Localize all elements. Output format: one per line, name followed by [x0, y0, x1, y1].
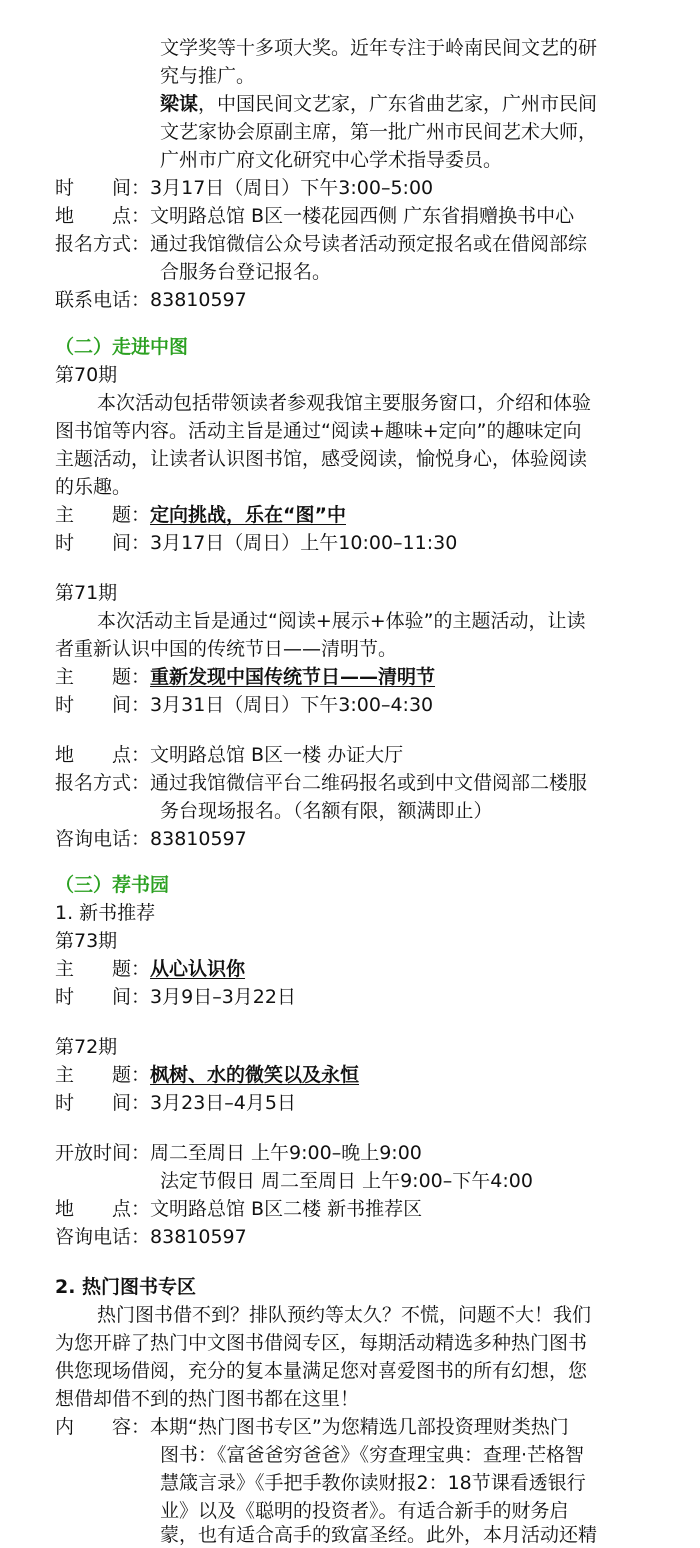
theme-label: 主 题：	[55, 958, 151, 980]
theme-label: 主 题：	[55, 1064, 151, 1086]
open-hours-continued: 法定节假日 周二至周日 上午9:00–下午4:00	[160, 1170, 533, 1192]
event-phone	[55, 287, 247, 313]
bio-text: ，中国民间文艺家，广东省曲艺家，广州市民间	[198, 93, 598, 115]
time-value: 3月17日（周日）下午3:00–5:00	[150, 177, 434, 199]
intro-line: 究与推广。	[160, 65, 256, 87]
place-row	[55, 742, 403, 768]
signup-continued: 务台现场报名。（名额有限，额满即止）	[160, 800, 493, 822]
theme-title: 从心认识你	[150, 958, 246, 980]
content-continued: 慧箴言录》《手把手教你读财报2：18节课看透银行	[160, 1472, 586, 1494]
content-continued: 业》以及《聪明的投资者》。有适合新手的财务启	[160, 1500, 569, 1522]
time-row	[55, 530, 457, 556]
paragraph-line: 主题活动，让读者认识图书馆，感受阅读，愉悦身心，体验阅读	[55, 448, 588, 470]
phone-value: 83810597	[150, 828, 247, 850]
paragraph-line: 的乐趣。	[55, 476, 132, 498]
place-value: 文明路总馆 B区二楼 新书推荐区	[150, 1198, 423, 1220]
signup-label: 报名方式：	[55, 772, 151, 794]
time-row	[55, 984, 296, 1010]
time-label: 时 间：	[55, 1092, 151, 1114]
paragraph-line: 者重新认识中国的传统节日——清明节。	[55, 638, 398, 660]
paragraph-line: 为您开辟了热门中文图书借阅专区，每期活动精选多种热门图书	[55, 1332, 588, 1354]
signup-value: 通过我馆微信平台二维码报名或到中文借阅部二楼服	[150, 772, 588, 794]
bio-name: 梁谋	[160, 93, 199, 115]
issue-number: 第71期	[55, 582, 118, 604]
time-row	[55, 692, 433, 718]
phone-label: 咨询电话：	[55, 1226, 151, 1248]
bio-line: 广州市广府文化研究中心学术指导委员。	[160, 149, 503, 171]
intro-line: 文学奖等十多项大奖。近年专注于岭南民间文艺的研	[160, 37, 598, 59]
time-label: 时 间：	[55, 694, 151, 716]
subsection-heading: 2. 热门图书专区	[55, 1276, 197, 1298]
signup-continued: 合服务台登记报名。	[160, 261, 332, 283]
content-continued: 图书：《富爸爸穷爸爸》《穷查理宝典：查理·芒格智	[160, 1444, 585, 1466]
issue-number: 第70期	[55, 364, 118, 386]
paragraph-line: 想借却借不到的热门图书都在这里！	[55, 1388, 360, 1410]
phone-label: 咨询电话：	[55, 828, 151, 850]
time-value: 3月17日（周日）上午10:00–11:30	[150, 532, 458, 554]
section-heading: （三）荐书园	[55, 874, 170, 896]
phone-row	[55, 1224, 247, 1250]
signup-row	[55, 770, 587, 796]
time-value: 3月31日（周日）下午3:00–4:30	[150, 694, 434, 716]
phone-value: 83810597	[150, 1226, 247, 1248]
bio-liang	[160, 91, 597, 117]
content-label: 内 容：	[55, 1416, 151, 1438]
open-value: 周二至周日 上午9:00–晚上9:00	[150, 1142, 422, 1164]
issue-number: 第72期	[55, 1036, 118, 1058]
theme-label: 主 题：	[55, 504, 151, 526]
open-hours-row	[55, 1140, 422, 1166]
theme-title: 枫树、水的微笑以及永恒	[150, 1064, 360, 1086]
event-signup	[55, 231, 587, 257]
place-row	[55, 1196, 422, 1222]
time-label: 时 间：	[55, 986, 151, 1008]
open-label: 开放时间：	[55, 1142, 151, 1164]
event-time	[55, 175, 433, 201]
phone-row	[55, 826, 247, 852]
paragraph-line: 本次活动包括带领读者参观我馆主要服务窗口，介绍和体验	[97, 392, 592, 414]
paragraph-line: 图书馆等内容。活动主旨是通过“阅读+趣味+定向”的趣味定向	[55, 420, 582, 442]
theme-title: 重新发现中国传统节日——清明节	[150, 666, 436, 688]
theme-label: 主 题：	[55, 666, 151, 688]
content-row	[55, 1414, 569, 1440]
place-label: 地 点：	[55, 205, 151, 227]
bio-line: 文艺家协会原副主席，第一批广州市民间艺术大师，	[160, 121, 598, 143]
place-label: 地 点：	[55, 1198, 151, 1220]
phone-label: 联系电话：	[55, 289, 151, 311]
content-value: 本期“热门图书专区”为您精选几部投资理财类热门	[150, 1416, 569, 1438]
theme-title: 定向挑战，乐在“图”中	[150, 504, 346, 526]
paragraph-line: 供您现场借阅，充分的复本量满足您对喜爱图书的所有幻想，您	[55, 1360, 588, 1382]
content-continued: 蒙，也有适合高手的致富圣经。此外，本月活动还精	[160, 1524, 598, 1546]
theme-row	[55, 956, 245, 982]
time-label: 时 间：	[55, 532, 151, 554]
paragraph-line: 热门图书借不到？排队预约等太久？不慌，问题不大！我们	[97, 1304, 592, 1326]
time-label: 时 间：	[55, 177, 151, 199]
event-place	[55, 203, 574, 229]
time-value: 3月23日–4月5日	[150, 1092, 296, 1114]
section-heading: （二）走进中图	[55, 336, 189, 358]
signup-value: 通过我馆微信公众号读者活动预定报名或在借阅部综	[150, 233, 588, 255]
subsection-heading: 1. 新书推荐	[55, 902, 156, 924]
time-row	[55, 1090, 296, 1116]
phone-value: 83810597	[150, 289, 247, 311]
signup-label: 报名方式：	[55, 233, 151, 255]
paragraph-line: 本次活动主旨是通过“阅读+展示+体验”的主题活动，让读	[97, 610, 586, 632]
place-value: 文明路总馆 B区一楼花园西侧 广东省捐赠换书中心	[150, 205, 575, 227]
place-label: 地 点：	[55, 744, 151, 766]
issue-number: 第73期	[55, 930, 118, 952]
place-value: 文明路总馆 B区一楼 办证大厅	[150, 744, 404, 766]
time-value: 3月9日–3月22日	[150, 986, 296, 1008]
theme-row	[55, 502, 346, 528]
theme-row	[55, 1062, 359, 1088]
theme-row	[55, 664, 435, 690]
